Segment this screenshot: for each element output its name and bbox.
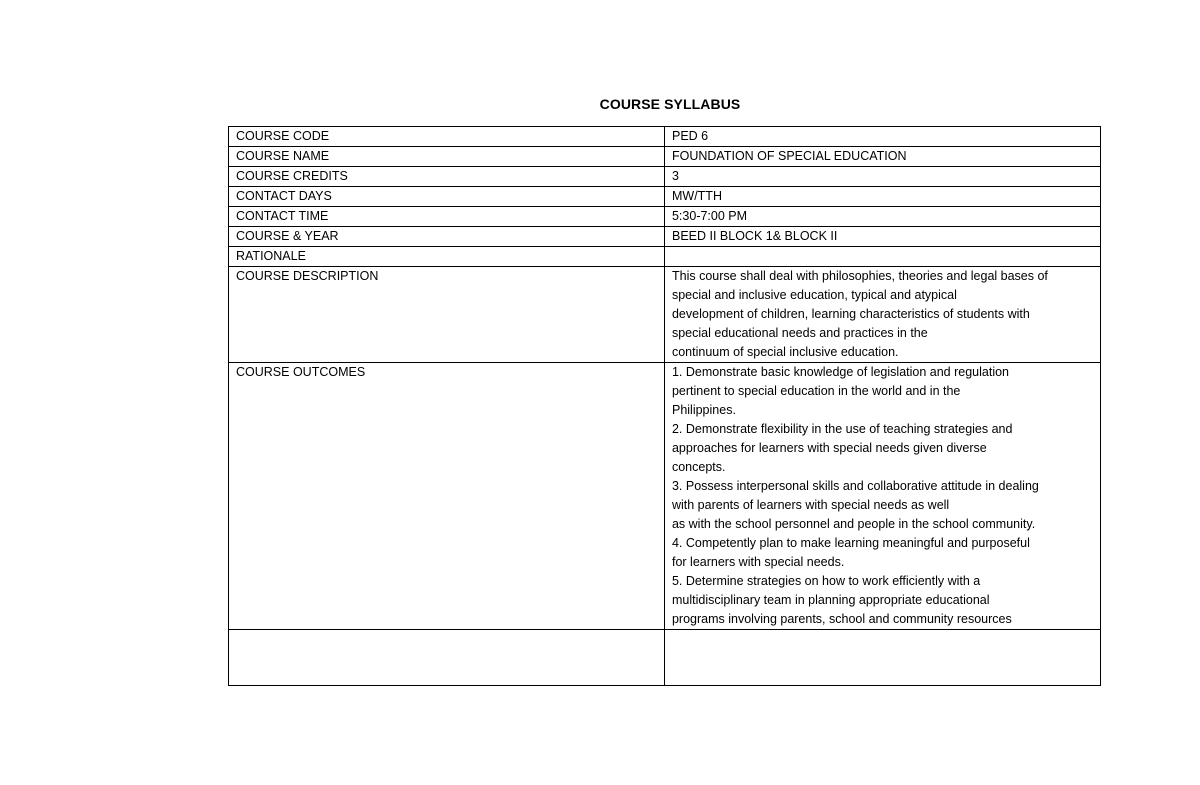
table-row-course-description (229, 267, 1101, 363)
row-value (664, 247, 1100, 267)
table-row-course-year (229, 227, 1101, 247)
blank-cell (229, 630, 665, 686)
outcome-line: programs involving parents, school and community resources (671, 612, 1012, 626)
outcome-line: Philippines. (671, 403, 736, 417)
table-row-course-code (229, 127, 1101, 147)
outcome-line: 3. Possess interpersonal skills and collaborative attitude in dealing (671, 479, 1039, 493)
row-label: COURSE DESCRIPTION (229, 267, 665, 363)
outcome-line: multidisciplinary team in planning appropriate educational (671, 593, 990, 607)
outcome-line: 5. Determine strategies on how to work efficiently with a (671, 574, 981, 588)
description-line: This course shall deal with philosophies, theories and legal bases of (671, 269, 1048, 283)
description-line: special educational needs and practices in the (671, 326, 928, 340)
description-line: continuum of special inclusive education. (671, 345, 899, 359)
table-row-contact-time (229, 207, 1101, 227)
table-row-contact-days (229, 187, 1101, 207)
blank-cell (664, 630, 1100, 686)
row-value: 5:30-7:00 PM (664, 207, 1100, 227)
outcome-line: 2. Demonstrate flexibility in the use of teaching strategies and (671, 422, 1013, 436)
row-label: CONTACT DAYS (229, 187, 665, 207)
table-row-course-name (229, 147, 1101, 167)
outcome-line: 1. Demonstrate basic knowledge of legislation and regulation (671, 365, 1009, 379)
row-label: COURSE OUTCOMES (229, 363, 665, 630)
outcome-line: as with the school personnel and people in the school community. (671, 517, 1036, 531)
row-value: MW/TTH (664, 187, 1100, 207)
row-label: COURSE & YEAR (229, 227, 665, 247)
description-line: development of children, learning characteristics of students with (671, 307, 1030, 321)
row-value: BEED II BLOCK 1& BLOCK II (664, 227, 1100, 247)
table-row-rationale (229, 247, 1101, 267)
row-label: COURSE CODE (229, 127, 665, 147)
outcome-line: for learners with special needs. (671, 555, 845, 569)
document-title: COURSE SYLLABUS (599, 96, 741, 112)
outcome-line: approaches for learners with special needs given diverse (671, 441, 987, 455)
row-value: 3 (664, 167, 1100, 187)
row-label: COURSE CREDITS (229, 167, 665, 187)
table-row-course-credits (229, 167, 1101, 187)
outcome-line: 4. Competently plan to make learning meaningful and purposeful (671, 536, 1030, 550)
row-value: PED 6 (664, 127, 1100, 147)
row-value (664, 267, 1100, 363)
description-line: special and inclusive education, typical and atypical (671, 288, 957, 302)
syllabus-table (228, 126, 1101, 686)
row-label: COURSE NAME (229, 147, 665, 167)
table-row-blank (229, 630, 1101, 686)
outcome-line: concepts. (671, 460, 726, 474)
row-label: RATIONALE (229, 247, 665, 267)
row-label: CONTACT TIME (229, 207, 665, 227)
row-value: FOUNDATION OF SPECIAL EDUCATION (664, 147, 1100, 167)
outcome-line: with parents of learners with special needs as well (671, 498, 950, 512)
row-value (664, 363, 1100, 630)
table-row-course-outcomes (229, 363, 1101, 630)
outcome-line: pertinent to special education in the world and in the (671, 384, 961, 398)
